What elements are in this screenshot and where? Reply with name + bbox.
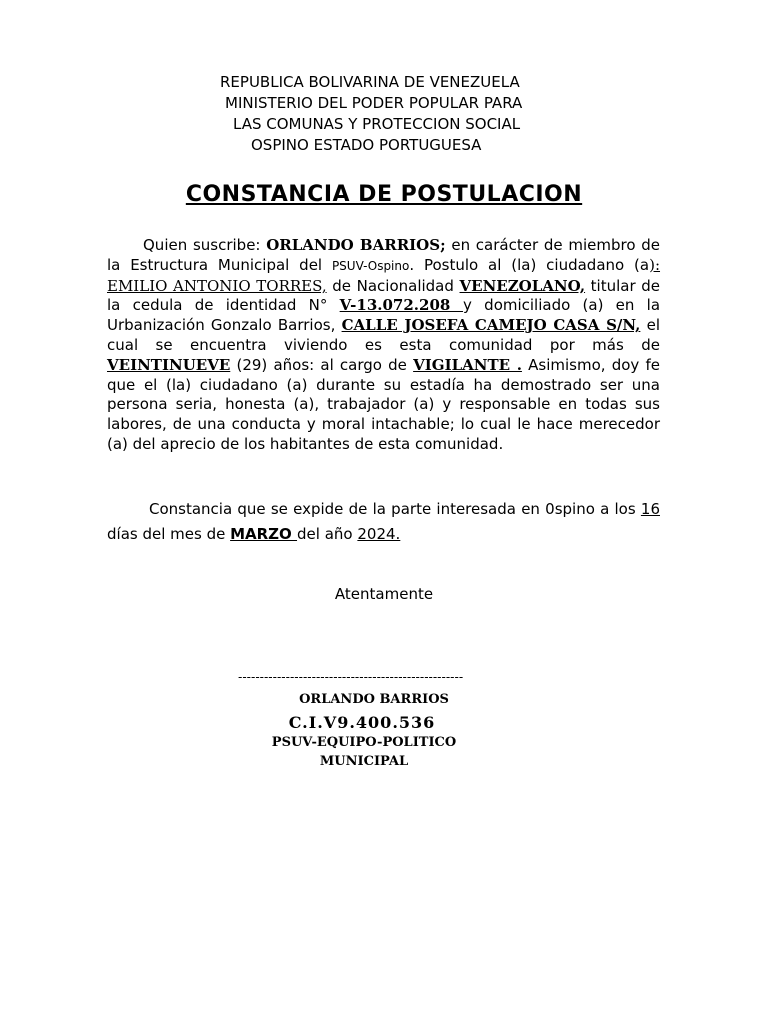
id-number: V-13.072.208 — [339, 296, 464, 315]
signature-line: ---------------------------------------------------- — [238, 670, 464, 684]
p2-text-2: días del mes de — [107, 525, 231, 543]
signer-name: ORLANDO BARRIOS; — [266, 236, 446, 254]
p1-text-4: de Nacionalidad — [326, 276, 460, 295]
address: CALLE JOSEFA CAMEJO CASA S/N, — [341, 316, 641, 335]
signature-role-municipal: MUNICIPAL — [319, 754, 409, 769]
p1-text-3: . Postulo al (la) ciudadano (a — [409, 255, 650, 274]
p1-text-7: el cual se encuentra viviendo es esta comunidad por más de — [107, 316, 660, 354]
year: 2024. — [357, 525, 401, 543]
candidate-name: ): EMILIO ANTONIO TORRES, — [107, 255, 661, 295]
p2-text-3: del año — [297, 525, 358, 543]
signature-id: C.I.V9.400.536 — [288, 713, 436, 732]
day: 16 — [640, 500, 660, 518]
document-title: CONSTANCIA DE POSTULACION — [185, 182, 583, 207]
p2-text-1: Constancia que se expide de la parte interesada en 0spino a los — [149, 500, 641, 518]
p1-text-9: Asimismo, doy fe que el (la) ciudadano (a) durante su estadía ha demostrado ser una persona seria, honesta (a), trabajador (a) y responsable en todas sus labores, de una conducta y moral intachable; lo cual le hace merecedor (a) del aprecio de los habitantes de esta comunidad. — [107, 355, 660, 453]
header-line-communes: LAS COMUNAS Y PROTECCION SOCIAL — [233, 115, 521, 133]
org-name: PSUV-Ospino — [331, 258, 410, 273]
signature-name: ORLANDO BARRIOS — [299, 692, 449, 707]
date-paragraph — [107, 497, 660, 547]
header-line-republic: REPUBLICA BOLIVARINA DE VENEZUELA — [220, 73, 520, 91]
header-line-ministry: MINISTERIO DEL PODER POPULAR PARA — [225, 94, 523, 112]
years-word: VEINTINUEVE — [107, 355, 231, 374]
position: VIGILANTE . — [413, 355, 522, 374]
p1-text-6: y domiciliado (a) en la Urbanización Gonzalo Barrios, — [107, 296, 661, 335]
closing: Atentamente — [334, 585, 434, 603]
p1-text-2: en carácter de miembro de la Estructura Municipal del — [107, 236, 660, 274]
p1-text-1: Quien suscribe: — [143, 236, 267, 254]
p1-text-8: (29) años: al cargo de — [230, 355, 414, 374]
nationality: VENEZOLANO, — [459, 276, 586, 295]
month: MARZO — [230, 525, 298, 543]
signature-role: PSUV-EQUIPO-POLITICO — [271, 735, 457, 750]
main-paragraph — [107, 236, 660, 455]
header-line-location: OSPINO ESTADO PORTUGUESA — [251, 136, 482, 154]
p1-text-5: titular de la cedula de identidad N° — [107, 276, 661, 315]
